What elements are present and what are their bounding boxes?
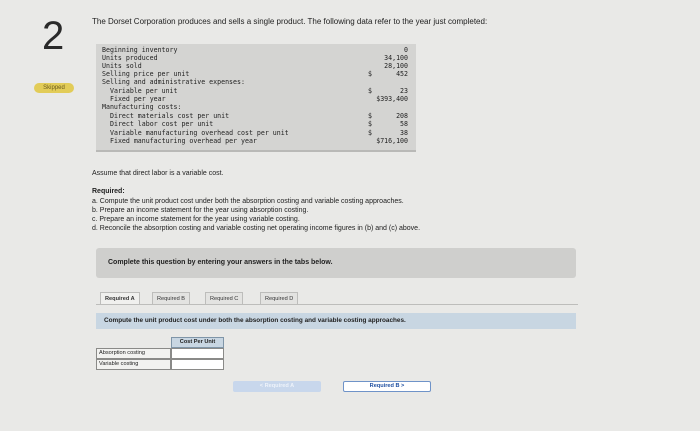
required-item-a: a. Compute the unit product cost under both the absorption costing and variable costing approaches. — [92, 198, 404, 205]
data-value: 28,100 — [384, 62, 408, 70]
question-number: 2 — [42, 14, 65, 58]
data-value: 23 — [400, 87, 408, 95]
data-value: 38 — [400, 129, 408, 137]
data-label: Variable per unit — [110, 87, 178, 95]
data-label: Beginning inventory — [102, 46, 178, 54]
prev-tab-button[interactable]: < Required A — [233, 381, 321, 392]
tab-required-c[interactable]: Required C — [205, 292, 243, 304]
data-label: Variable manufacturing overhead cost per unit — [110, 129, 289, 137]
answer-column-header: Cost Per Unit — [171, 337, 224, 348]
variable-cost-input[interactable] — [171, 359, 224, 370]
tab-question-bar — [96, 313, 576, 329]
data-label: Direct materials cost per unit — [110, 112, 230, 120]
data-row — [96, 78, 416, 87]
data-value: $393,400 — [376, 95, 408, 103]
data-dollar: $ — [368, 112, 372, 120]
required-heading: Required: — [92, 188, 125, 195]
data-label: Units sold — [102, 62, 142, 70]
instruction-text: Complete this question by entering your answers in the tabs below. — [108, 259, 333, 266]
data-dollar: $ — [368, 129, 372, 137]
data-table — [96, 44, 416, 152]
required-item-d: d. Reconcile the absorption costing and variable costing net operating income figures in (b) and (c) above. — [92, 225, 421, 232]
answer-row-absorption — [96, 348, 224, 359]
tab-required-a[interactable]: Required A — [100, 292, 140, 304]
question-intro: The Dorset Corporation produces and sells a single product. The following data refer to the year just completed: — [92, 17, 488, 26]
data-row — [96, 103, 416, 112]
data-label: Fixed manufacturing overhead per year — [110, 137, 257, 145]
data-value: 452 — [396, 70, 408, 78]
required-item-c: c. Prepare an income statement for the year using variable costing. — [92, 216, 300, 223]
data-row — [96, 137, 416, 146]
data-label: Selling price per unit — [102, 70, 190, 78]
data-label: Manufacturing costs: — [102, 103, 182, 111]
tab-required-b[interactable]: Required B — [152, 292, 190, 304]
data-label: Units produced — [102, 54, 158, 62]
tab-required-d[interactable]: Required D — [260, 292, 298, 304]
skipped-badge: Skipped — [34, 83, 74, 93]
absorption-cost-input[interactable] — [171, 348, 224, 359]
required-item-b: b. Prepare an income statement for the year using absorption costing. — [92, 207, 309, 214]
data-value: $716,100 — [376, 137, 408, 145]
instruction-banner — [96, 248, 576, 278]
answer-row-variable — [96, 359, 224, 370]
tab-question-text: Compute the unit product cost under both the absorption costing and variable costing approaches. — [104, 317, 406, 324]
data-dollar: $ — [368, 70, 372, 78]
data-dollar: $ — [368, 87, 372, 95]
next-tab-button[interactable]: Required B > — [343, 381, 431, 392]
data-row — [96, 120, 416, 129]
data-value: 34,100 — [384, 54, 408, 62]
assumption-text: Assume that direct labor is a variable cost. — [92, 170, 224, 177]
answer-row-label: Variable costing — [96, 359, 171, 370]
data-label: Selling and administrative expenses: — [102, 78, 245, 86]
tab-divider — [96, 304, 578, 305]
data-value: 208 — [396, 112, 408, 120]
data-value: 0 — [404, 46, 408, 54]
data-dollar: $ — [368, 120, 372, 128]
answer-row-label: Absorption costing — [96, 348, 171, 359]
data-label: Fixed per year — [110, 95, 166, 103]
answer-table — [96, 337, 224, 375]
data-label: Direct labor cost per unit — [110, 120, 214, 128]
data-value: 58 — [400, 120, 408, 128]
